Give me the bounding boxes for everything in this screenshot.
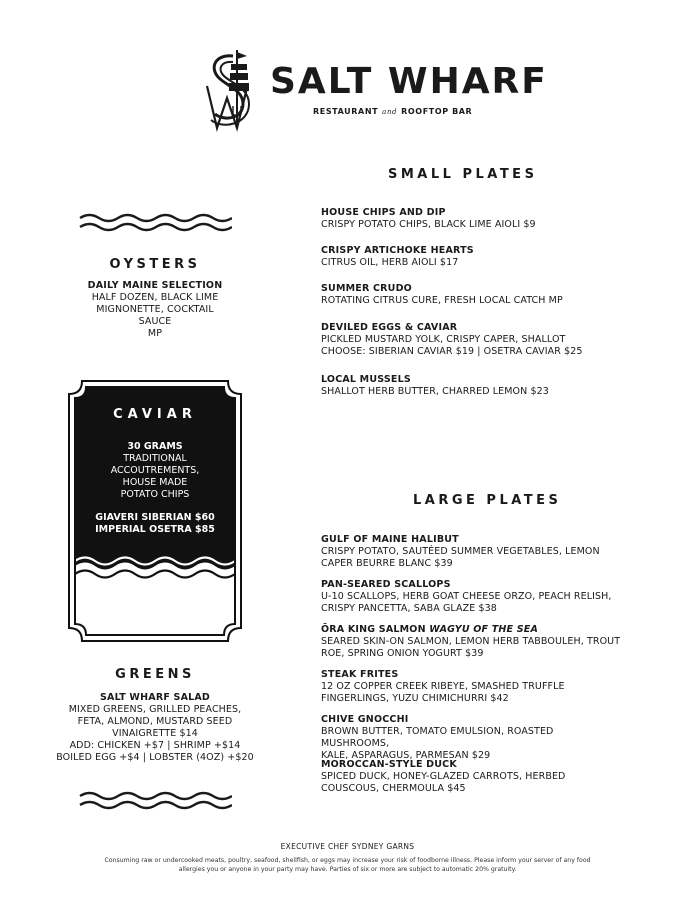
brand-tagline [313, 107, 472, 116]
item-name: CRISPY ARTICHOKE HEARTS [321, 245, 474, 256]
item-desc: CRISPY POTATO, SAUTÉED SUMMER VEGETABLES, LEMON [321, 546, 600, 557]
item-desc: SAUCE [138, 316, 172, 327]
tagline-amp: and [382, 108, 398, 116]
item-desc: SEARED SKIN-ON SALMON, LEMON HERB TABBOULEH, TROUT [321, 636, 621, 647]
item-name-italic: WAGYU OF THE SEA [429, 624, 539, 635]
item-desc: U-10 SCALLOPS, HERB GOAT CHEESE ORZO, PEACH RELISH, [321, 591, 612, 602]
item-name: STEAK FRITES [321, 669, 399, 680]
item-desc: FETA, ALMOND, MUSTARD SEED [77, 716, 233, 727]
oysters-title: OYSTERS [109, 257, 201, 272]
item-desc: BROWN BUTTER, TOMATO EMULSION, ROASTED MUSHROOMS, [321, 726, 554, 749]
item-name: LOCAL MUSSELS [321, 374, 411, 385]
tagline-restaurant: RESTAURANT [313, 107, 379, 116]
item-name: SUMMER CRUDO [321, 283, 412, 294]
item-desc: HALF DOZEN, BLACK LIME [91, 292, 219, 303]
item-name: DEVILED EGGS & CAVIAR [321, 322, 458, 333]
disclaimer-line: Consuming raw or undercooked meats, poultry, seafood, shellfish, or eggs may increase your risk of foodborne illness. Please inform your server of any food [104, 857, 591, 864]
menu-item [321, 374, 621, 398]
menu-item [321, 624, 621, 660]
small-plates-title: SMALL PLATES [388, 167, 538, 182]
item-name-main: ŌRA KING SALMON [321, 624, 426, 635]
item-desc: ROTATING CITRUS CURE, FRESH LOCAL CATCH MP [321, 295, 563, 306]
item-desc: MIXED GREENS, GRILLED PEACHES, [68, 704, 242, 715]
menu-item [321, 579, 621, 615]
item-name: CHIVE GNOCCHI [321, 714, 409, 725]
item-desc: SHALLOT HERB BUTTER, CHARRED LEMON $23 [321, 386, 549, 397]
item-desc: SPICED DUCK, HONEY-GLAZED CARROTS, HERBED [321, 771, 566, 782]
item-desc: POTATO CHIPS [120, 489, 190, 500]
item-desc: CRISPY POTATO CHIPS, BLACK LIME AIOLI $9 [321, 219, 536, 230]
item-desc: TRADITIONAL [123, 453, 187, 464]
caviar-price: IMPERIAL OSETRA $85 [95, 524, 215, 535]
executive-chef: EXECUTIVE CHEF SYDNEY GARNS [280, 842, 415, 851]
food-safety-disclaimer [80, 857, 615, 874]
brand-name: SALT WHARF [270, 61, 548, 102]
greens-title: GREENS [115, 667, 195, 682]
item-desc: HOUSE MADE [122, 477, 188, 488]
item-name: HOUSE CHIPS AND DIP [321, 207, 446, 218]
item-desc: MP [147, 328, 163, 339]
item-desc: CRISPY PANCETTA, SABA GLAZE $38 [321, 603, 497, 614]
caviar-title: CAVIAR [113, 407, 197, 422]
item-desc: ADD: CHICKEN +$7 | SHRIMP +$14 [69, 740, 241, 751]
menu-item [321, 714, 621, 762]
caviar-price: GIAVERI SIBERIAN $60 [95, 512, 215, 523]
caviar-heading: 30 GRAMS [127, 441, 183, 452]
menu-item [321, 322, 621, 358]
item-desc: MIGNONETTE, COCKTAIL [96, 304, 214, 315]
item-desc: VINAIGRETTE $14 [112, 728, 198, 739]
item-name: DAILY MAINE SELECTION [87, 280, 223, 291]
large-plates-title: LARGE PLATES [413, 493, 562, 508]
item-name: MOROCCAN-STYLE DUCK [321, 759, 457, 770]
item-desc: KALE, ASPARAGUS, PARMESAN $29 [321, 750, 491, 761]
disclaimer-line: allergies you or anyone in your party may have. Parties of six or more are subject to automatic 20% gratuity. [178, 865, 517, 873]
item-name: SALT WHARF SALAD [99, 692, 211, 703]
wave-divider-icon [78, 790, 232, 812]
item-name: GULF OF MAINE HALIBUT [321, 534, 459, 545]
item-desc: CITRUS OIL, HERB AIOLI $17 [321, 257, 459, 268]
menu-item [321, 534, 621, 570]
item-name [321, 624, 621, 636]
item-desc: FINGERLINGS, YUZU CHIMICHURRI $42 [321, 693, 509, 704]
item-desc: CHOOSE: SIBERIAN CAVIAR $19 | OSETRA CAVIAR $25 [321, 346, 583, 357]
item-desc: COUSCOUS, CHERMOULA $45 [321, 783, 466, 794]
wave-divider-icon [78, 212, 232, 234]
item-desc: BOILED EGG +$4 | LOBSTER (4OZ) +$20 [56, 752, 254, 763]
greens-block [45, 692, 265, 764]
menu-item [321, 669, 621, 705]
item-name: PAN-SEARED SCALLOPS [321, 579, 451, 590]
item-desc: ACCOUTREMENTS, [110, 465, 200, 476]
item-desc: 12 OZ COPPER CREEK RIBEYE, SMASHED TRUFFLE [321, 681, 565, 692]
salt-wharf-logo-icon [203, 48, 265, 132]
menu-item [321, 207, 621, 231]
menu-item [321, 283, 621, 307]
menu-item [321, 245, 621, 269]
item-desc: CAPER BEURRE BLANC $39 [321, 558, 453, 569]
tagline-rooftop-bar: ROOFTOP BAR [401, 107, 473, 116]
menu-item [321, 759, 621, 795]
oysters-block [60, 280, 250, 340]
caviar-body [78, 441, 232, 536]
item-desc: PICKLED MUSTARD YOLK, CRISPY CAPER, SHALLOT [321, 334, 566, 345]
item-desc: ROE, SPRING ONION YOGURT $39 [321, 648, 484, 659]
